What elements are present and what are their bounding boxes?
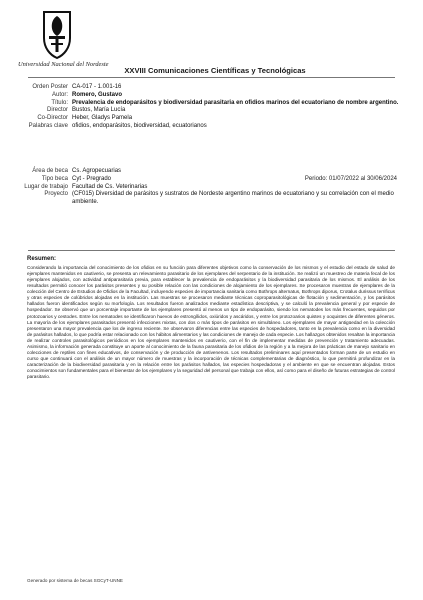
beca-metadata <box>20 168 405 207</box>
director-row <box>20 107 405 115</box>
proyecto-value: (CF015) Diversidad de parásitos y sustratos de Nordeste argentino marinos de ecuatoriano y su correlación con el medio ambiente. <box>72 191 394 206</box>
palabras-value: ofidios, endoparásitos, biodiversidad, ecuatorianos <box>72 122 207 129</box>
codirector-label: Co-Director <box>37 115 68 122</box>
university-seal-icon <box>40 10 74 60</box>
proyecto-label: Proyecto <box>44 191 68 198</box>
codirector-row <box>20 115 405 123</box>
poster-metadata <box>20 84 405 131</box>
palabras-label: Palabras clave <box>28 122 68 129</box>
title-divider <box>28 77 395 78</box>
tipo-value: Cyt - Pregrado <box>72 175 112 182</box>
lugar-value: Facultad de Cs. Veterinarias <box>72 183 148 190</box>
area-label: Área de beca <box>32 168 68 174</box>
orden-row <box>20 84 405 92</box>
orden-label: Orden Poster <box>32 84 68 90</box>
resumen-text: Considerando la importancia del conocimiento de los ofidios en su función para diferentes objetivos como la conservación de los mismos y el estudio del estado de salud de ejemplares mantenidos en cautiverio, se presenta un relevamiento parasitario de los ejemplares del serpentario de la institución. Se realizó un muestreo de materia fecal de los ejemplares alojados, con actividad antiparasitaria previa, para establecer la prevalencia de endoparásitos y la biodiversidad parasitaria de los mismos. El análisis de los resultados permitió conocer los parásitos presentes y su posible relación con las condiciones de alojamiento de los ejemplares. Se procesaron muestras de ejemplares de la colección del Centro de Estudios de Ofidios de la Facultad, incluyendo especies de importancia sanitaria como Bothrops alternatus, Bothrops diporus, Crotalus durissus terrificus y otras especies de colúbridos alojadas en la institución. Las muestras se procesaron mediante técnicas coproparasitológicas de flotación y sedimentación, y los parásitos hallados fueron identificados según su morfología. Los resultados fueron analizados mediante estadística descriptiva, y se calculó la prevalencia general y por especie de hospedador. Se observó que un porcentaje importante de los ejemplares presentó al menos un tipo de endoparásito, siendo los nematodes los más frecuentes, seguidos por protozoarios y cestodes. Entre los nematodes se identificaron huevos de estrongílidos, oxiúridos y ascáridos, y entre los protozoarios quistes y ooquistes de diferentes géneros. La mayoría de los ejemplares parasitados presentó infecciones mixtas, con dos o más tipos de parásitos en simultáneo. Los ejemplares de mayor antigüedad en la colección presentaron una mayor prevalencia que los de ingreso reciente. Se observaron diferencias entre las especies de hospedadores, tanto en la prevalencia como en la diversidad de parásitos hallados, lo que podría estar relacionado con los hábitos alimentarios y las condiciones de manejo de cada especie. Los hallazgos obtenidos resaltan la importancia de realizar controles parasitológicos periódicos en los ejemplares mantenidos en cautiverio, con el fin de implementar medidas de prevención y tratamiento adecuadas. Asimismo, la información generada constituye un aporte al conocimiento de la fauna parasitaria de los ofidios de la región y a la mejora de las prácticas de manejo sanitario en colecciones de reptiles con fines educativos, de conservación y de producción de antivenenos. Los resultados preliminares aquí presentados forman parte de un estudio en curso que continuará con el análisis de un mayor número de muestras y la incorporación de técnicas complementarias de diagnóstico, lo que permitirá profundizar en la caracterización de la biodiversidad parasitaria y en la relación entre los parásitos hallados, las especies hospedadoras y el ambiente en que se encuentran alojadas. Estos conocimientos son fundamentales para el bienestar de los ejemplares y la seguridad del personal que trabaja con ellos, así como para el diseño de futuras estrategias de control parasitario. <box>27 265 395 380</box>
event-title: XXVIII Comunicaciones Científicas y Tecnológicas <box>124 66 306 75</box>
area-value: Cs. Agropecuarias <box>72 168 122 174</box>
abstract-divider <box>28 250 395 251</box>
autor-row <box>20 92 405 100</box>
tipo-row <box>20 176 405 184</box>
lugar-label: Lugar de trabajo <box>24 183 68 190</box>
tipo-label: Tipo beca <box>41 175 68 182</box>
proyecto-row <box>20 191 405 207</box>
autor-value: Romero, Gustavo <box>72 91 123 98</box>
university-logo <box>18 10 109 68</box>
titulo-row <box>20 100 405 108</box>
codirector-value: Heber, Gladys Pamela <box>72 115 133 122</box>
footer-note: Generado por sistema de becas SGCyT-UNNE <box>27 578 123 583</box>
autor-label: Autor: <box>51 91 68 98</box>
lugar-row <box>20 184 405 192</box>
orden-value: CA-017 - 1.001-16 <box>72 84 122 90</box>
university-name: Universidad Nacional del Nordeste <box>18 61 109 68</box>
palabras-row <box>20 123 405 131</box>
resumen-heading: Resumen: <box>27 256 57 262</box>
periodo-text: Periodo: 01/07/2022 al 30/06/2024 <box>304 175 397 182</box>
director-value: Bustos, María Lucía <box>72 107 126 114</box>
titulo-value: Prevalencia de endoparásitos y biodiversidad parasitaria en ofidios marinos del ecuatoriano de nombre argentino. <box>72 99 399 106</box>
titulo-label: Título: <box>51 99 68 106</box>
area-row <box>20 168 405 176</box>
director-label: Director <box>46 107 68 114</box>
